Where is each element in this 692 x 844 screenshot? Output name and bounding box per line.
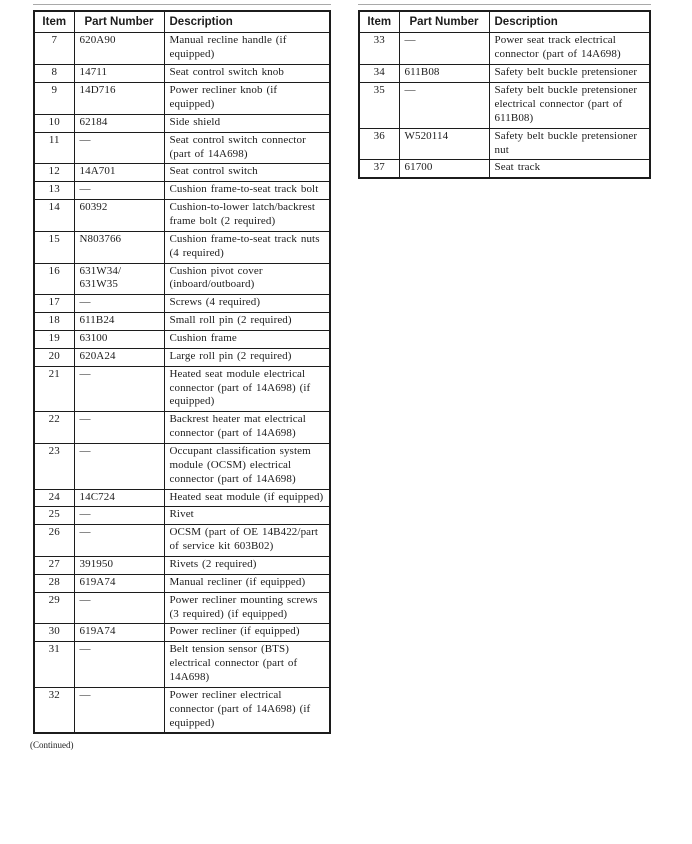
part-number-cell: 14A701 — [74, 164, 164, 182]
table-row — [34, 592, 330, 624]
table-row — [359, 65, 650, 83]
item-cell: 8 — [34, 65, 74, 83]
table-row — [359, 83, 650, 129]
part-number-cell: — — [74, 642, 164, 688]
table-row — [34, 348, 330, 366]
description-cell: Small roll pin (2 required) — [164, 313, 330, 331]
table-row — [34, 489, 330, 507]
item-cell: 21 — [34, 366, 74, 412]
part-number-cell: 14711 — [74, 65, 164, 83]
description-cell: Safety belt buckle pretensioner — [489, 65, 650, 83]
table-row — [34, 83, 330, 115]
description-cell: Safety belt buckle pretensioner nut — [489, 128, 650, 160]
description-cell: Safety belt buckle pretensioner electrical connector (part of 611B08) — [489, 83, 650, 129]
description-cell: Rivet — [164, 507, 330, 525]
table-row — [34, 33, 330, 65]
part-number-cell: 14D716 — [74, 83, 164, 115]
part-number-cell: — — [74, 295, 164, 313]
description-cell: Heated seat module (if equipped) — [164, 489, 330, 507]
item-cell: 9 — [34, 83, 74, 115]
column-header-item: Item — [34, 11, 74, 33]
description-cell: Cushion pivot cover (inboard/outboard) — [164, 263, 330, 295]
item-cell: 27 — [34, 556, 74, 574]
item-cell: 31 — [34, 642, 74, 688]
left-table-section — [30, 10, 331, 751]
table-header-row — [359, 11, 650, 33]
part-number-cell: W520114 — [399, 128, 489, 160]
item-cell: 34 — [359, 65, 399, 83]
table-row — [34, 330, 330, 348]
description-cell: Side shield — [164, 114, 330, 132]
part-number-cell: — — [74, 182, 164, 200]
part-number-cell: 620A24 — [74, 348, 164, 366]
description-cell: Cushion frame — [164, 330, 330, 348]
part-number-cell: 62184 — [74, 114, 164, 132]
part-number-cell: — — [74, 132, 164, 164]
part-number-cell: — — [74, 366, 164, 412]
item-cell: 26 — [34, 525, 74, 557]
table-row — [34, 525, 330, 557]
item-cell: 25 — [34, 507, 74, 525]
description-cell: Large roll pin (2 required) — [164, 348, 330, 366]
part-number-cell: — — [399, 83, 489, 129]
column-header-item: Item — [359, 11, 399, 33]
item-cell: 17 — [34, 295, 74, 313]
item-cell: 11 — [34, 132, 74, 164]
table-row — [34, 556, 330, 574]
description-cell: Power recliner electrical connector (part of 14A698) (if equipped) — [164, 687, 330, 733]
item-cell: 23 — [34, 443, 74, 489]
description-cell: Seat control switch — [164, 164, 330, 182]
table-row — [359, 33, 650, 65]
description-cell: Power recliner knob (if equipped) — [164, 83, 330, 115]
description-cell: OCSM (part of OE 14B422/part of service kit 603B02) — [164, 525, 330, 557]
description-cell: Occupant classification system module (OCSM) electrical connector (part of 14A698) — [164, 443, 330, 489]
part-number-cell: 611B08 — [399, 65, 489, 83]
page-crop-line — [358, 4, 651, 5]
item-cell: 13 — [34, 182, 74, 200]
description-cell: Cushion-to-lower latch/backrest frame bolt (2 required) — [164, 200, 330, 232]
part-number-cell: 60392 — [74, 200, 164, 232]
right-table-section — [358, 10, 651, 179]
description-cell: Rivets (2 required) — [164, 556, 330, 574]
table-row — [34, 624, 330, 642]
table-row — [34, 574, 330, 592]
description-cell: Seat control switch knob — [164, 65, 330, 83]
table-row — [359, 160, 650, 178]
continued-label: (Continued) — [30, 740, 74, 751]
item-cell: 18 — [34, 313, 74, 331]
part-number-cell: 63100 — [74, 330, 164, 348]
description-cell: Seat track — [489, 160, 650, 178]
part-number-cell: 631W34/ 631W35 — [74, 263, 164, 295]
part-number-cell: — — [74, 507, 164, 525]
item-cell: 24 — [34, 489, 74, 507]
table-row — [34, 164, 330, 182]
part-number-cell: — — [74, 412, 164, 444]
description-cell: Seat control switch connector (part of 14A698) — [164, 132, 330, 164]
item-cell: 22 — [34, 412, 74, 444]
item-cell: 32 — [34, 687, 74, 733]
table-row — [34, 687, 330, 733]
table-row — [34, 263, 330, 295]
column-header-part-number: Part Number — [399, 11, 489, 33]
item-cell: 10 — [34, 114, 74, 132]
parts-table-right — [358, 10, 651, 179]
description-cell: Belt tension sensor (BTS) electrical connector (part of 14A698) — [164, 642, 330, 688]
table-row — [34, 295, 330, 313]
item-cell: 28 — [34, 574, 74, 592]
part-number-cell: — — [74, 525, 164, 557]
table-row — [34, 182, 330, 200]
description-cell: Cushion frame-to-seat track bolt — [164, 182, 330, 200]
item-cell: 33 — [359, 33, 399, 65]
column-header-description: Description — [489, 11, 650, 33]
part-number-cell: — — [74, 687, 164, 733]
item-cell: 30 — [34, 624, 74, 642]
table-row — [34, 132, 330, 164]
table-row — [34, 313, 330, 331]
part-number-cell: — — [74, 443, 164, 489]
table-row — [34, 443, 330, 489]
description-cell: Power recliner (if equipped) — [164, 624, 330, 642]
description-cell: Power seat track electrical connector (part of 14A698) — [489, 33, 650, 65]
table-row — [34, 366, 330, 412]
item-cell: 16 — [34, 263, 74, 295]
item-cell: 20 — [34, 348, 74, 366]
page-crop-line — [33, 4, 331, 5]
item-cell: 7 — [34, 33, 74, 65]
table-row — [34, 231, 330, 263]
table-row — [34, 65, 330, 83]
table-row — [359, 128, 650, 160]
column-header-description: Description — [164, 11, 330, 33]
description-cell: Cushion frame-to-seat track nuts (4 required) — [164, 231, 330, 263]
part-number-cell: — — [74, 592, 164, 624]
item-cell: 36 — [359, 128, 399, 160]
part-number-cell: 619A74 — [74, 624, 164, 642]
part-number-cell: 619A74 — [74, 574, 164, 592]
table-row — [34, 642, 330, 688]
description-cell: Heated seat module electrical connector (part of 14A698) (if equipped) — [164, 366, 330, 412]
table-row — [34, 507, 330, 525]
part-number-cell: 620A90 — [74, 33, 164, 65]
part-number-cell: 611B24 — [74, 313, 164, 331]
description-cell: Power recliner mounting screws (3 required) (if equipped) — [164, 592, 330, 624]
parts-table-left — [33, 10, 331, 734]
item-cell: 14 — [34, 200, 74, 232]
description-cell: Backrest heater mat electrical connector (part of 14A698) — [164, 412, 330, 444]
item-cell: 37 — [359, 160, 399, 178]
table-row — [34, 200, 330, 232]
part-number-cell: 391950 — [74, 556, 164, 574]
table-row — [34, 114, 330, 132]
description-cell: Manual recline handle (if equipped) — [164, 33, 330, 65]
part-number-cell: 61700 — [399, 160, 489, 178]
description-cell: Screws (4 required) — [164, 295, 330, 313]
part-number-cell: N803766 — [74, 231, 164, 263]
column-header-part-number: Part Number — [74, 11, 164, 33]
description-cell: Manual recliner (if equipped) — [164, 574, 330, 592]
item-cell: 15 — [34, 231, 74, 263]
table-header-row — [34, 11, 330, 33]
item-cell: 19 — [34, 330, 74, 348]
part-number-cell: 14C724 — [74, 489, 164, 507]
item-cell: 12 — [34, 164, 74, 182]
table-row — [34, 412, 330, 444]
item-cell: 29 — [34, 592, 74, 624]
part-number-cell: — — [399, 33, 489, 65]
item-cell: 35 — [359, 83, 399, 129]
